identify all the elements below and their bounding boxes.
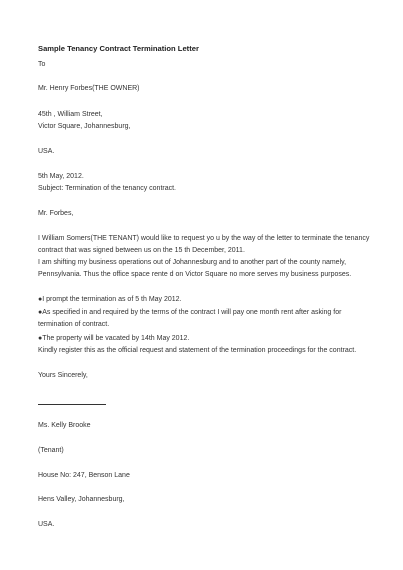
- sender-address2: Hens Valley, Johannesburg,: [38, 496, 125, 503]
- point-line: ●The property will be vacated by 14th May 2012.: [38, 335, 190, 342]
- recipient-name: Mr. Henry Forbes(THE OWNER): [38, 85, 140, 92]
- letter-title: Sample Tenancy Contract Termination Letter: [38, 44, 199, 53]
- sender-country: USA.: [38, 521, 55, 528]
- closing: Yours Sincerely,: [38, 372, 88, 379]
- sender-name: Ms. Kelly Brooke: [38, 422, 91, 429]
- letter-subject: Subject: Termination of the tenancy contract.: [38, 185, 177, 192]
- point-line: ●I prompt the termination as of 5 th May 2012.: [38, 296, 182, 303]
- to-label: To: [38, 61, 46, 68]
- recipient-street: 45th , William Street,: [38, 111, 103, 118]
- body-line: Pennsylvania. Thus the office space rente d on Victor Square no more serves my business purposes.: [38, 271, 352, 278]
- salutation: Mr. Forbes,: [38, 210, 74, 217]
- signature-line: [38, 404, 106, 405]
- recipient-city: Victor Square, Johannesburg,: [38, 123, 131, 130]
- body-line: I am shifting my business operations out of Johannesburg and to another part of the county namely,: [38, 259, 347, 266]
- recipient-country: USA.: [38, 148, 55, 155]
- body-line: I William Somers(THE TENANT) would like to request yo u by the way of the letter to terminate the tenancy: [38, 235, 370, 242]
- body-line: contract that was signed between us on the 15 th December, 2011.: [38, 247, 245, 254]
- point-line: ●As specified in and required by the terms of the contract I will pay one month rent after asking for: [38, 309, 342, 316]
- sender-role: (Tenant): [38, 447, 64, 454]
- letter-date: 5th May, 2012.: [38, 173, 84, 180]
- point-line: Kindly register this as the official request and statement of the termination proceedings for the contract.: [38, 347, 357, 354]
- point-line: termination of contract.: [38, 321, 110, 328]
- sender-address1: House No: 247, Benson Lane: [38, 472, 130, 479]
